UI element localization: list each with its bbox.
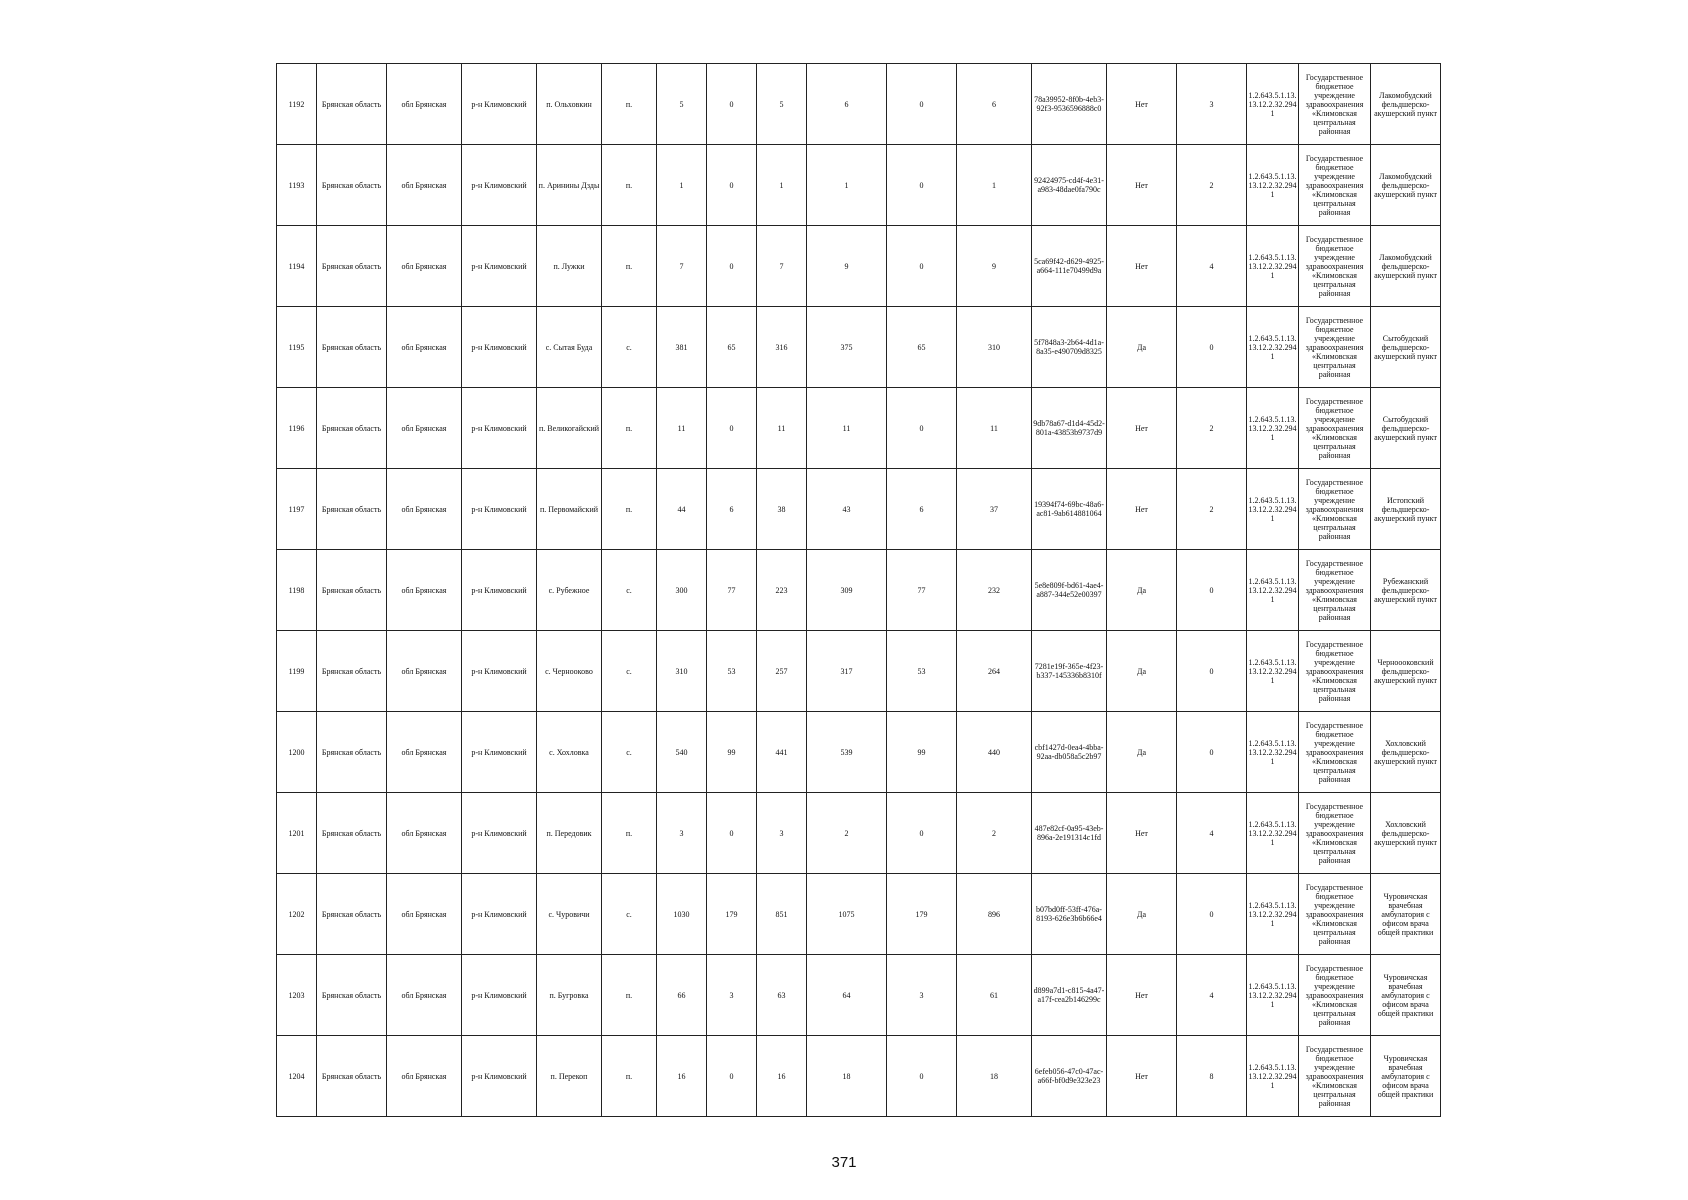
oid-cell: 1.2.643.5.1.13.13.12.2.32.2941 [1247, 874, 1299, 955]
institution-cell: Государственное бюджетное учреждение здравоохранения «Климовская центральная районная [1299, 712, 1371, 793]
value-1-cell: 66 [657, 955, 707, 1036]
medical-point-cell: Лакомобудский фельдшерско-акушерский пункт [1371, 145, 1441, 226]
locality-type-cell: с. [602, 307, 657, 388]
region-cell: Брянская область [317, 712, 387, 793]
count-cell: 2 [1177, 145, 1247, 226]
flag-cell: Нет [1107, 388, 1177, 469]
medical-point-cell: Сытобудский фельдшерско-акушерский пункт [1371, 307, 1441, 388]
value-4-cell: 1 [807, 145, 887, 226]
value-2-cell: 3 [707, 955, 757, 1036]
oid-cell: 1.2.643.5.1.13.13.12.2.32.2941 [1247, 631, 1299, 712]
value-5-cell: 0 [887, 145, 957, 226]
oid-cell: 1.2.643.5.1.13.13.12.2.32.2941 [1247, 388, 1299, 469]
value-3-cell: 11 [757, 388, 807, 469]
value-3-cell: 316 [757, 307, 807, 388]
district-cell: р-н Климовский [462, 631, 537, 712]
guid-cell: 7281e19f-365e-4f23-b337-145336b8310f [1032, 631, 1107, 712]
value-6-cell: 1 [957, 145, 1032, 226]
oid-cell: 1.2.643.5.1.13.13.12.2.32.2941 [1247, 469, 1299, 550]
region-short-cell: обл Брянская [387, 712, 462, 793]
locality-cell: п. Лужки [537, 226, 602, 307]
flag-cell: Да [1107, 874, 1177, 955]
locality-type-cell: с. [602, 712, 657, 793]
registry-table [276, 63, 1441, 1117]
value-6-cell: 2 [957, 793, 1032, 874]
institution-cell: Государственное бюджетное учреждение здравоохранения «Климовская центральная районная [1299, 307, 1371, 388]
table-row [277, 631, 1441, 712]
value-4-cell: 18 [807, 1036, 887, 1117]
value-5-cell: 0 [887, 793, 957, 874]
table-row [277, 955, 1441, 1036]
institution-cell: Государственное бюджетное учреждение здравоохранения «Климовская центральная районная [1299, 955, 1371, 1036]
value-2-cell: 99 [707, 712, 757, 793]
value-2-cell: 0 [707, 793, 757, 874]
district-cell: р-н Климовский [462, 307, 537, 388]
medical-point-cell: Чуровичская врачебная амбулатория с офисом врача общей практики [1371, 1036, 1441, 1117]
value-6-cell: 896 [957, 874, 1032, 955]
value-3-cell: 38 [757, 469, 807, 550]
value-5-cell: 3 [887, 955, 957, 1036]
medical-point-cell: Лакомобудский фельдшерско-акушерский пункт [1371, 64, 1441, 145]
value-2-cell: 0 [707, 226, 757, 307]
value-5-cell: 0 [887, 388, 957, 469]
oid-cell: 1.2.643.5.1.13.13.12.2.32.2941 [1247, 550, 1299, 631]
value-6-cell: 11 [957, 388, 1032, 469]
value-1-cell: 1 [657, 145, 707, 226]
institution-cell: Государственное бюджетное учреждение здравоохранения «Климовская центральная районная [1299, 388, 1371, 469]
flag-cell: Да [1107, 307, 1177, 388]
row-number-cell: 1198 [277, 550, 317, 631]
region-cell: Брянская область [317, 307, 387, 388]
region-short-cell: обл Брянская [387, 550, 462, 631]
locality-type-cell: с. [602, 874, 657, 955]
value-4-cell: 11 [807, 388, 887, 469]
value-2-cell: 0 [707, 1036, 757, 1117]
flag-cell: Нет [1107, 469, 1177, 550]
oid-cell: 1.2.643.5.1.13.13.12.2.32.2941 [1247, 145, 1299, 226]
guid-cell: 6efeb056-47c0-47ac-a66f-bf0d9e323e23 [1032, 1036, 1107, 1117]
region-cell: Брянская область [317, 955, 387, 1036]
flag-cell: Да [1107, 712, 1177, 793]
district-cell: р-н Климовский [462, 388, 537, 469]
count-cell: 0 [1177, 712, 1247, 793]
region-cell: Брянская область [317, 1036, 387, 1117]
value-3-cell: 257 [757, 631, 807, 712]
value-3-cell: 1 [757, 145, 807, 226]
flag-cell: Нет [1107, 1036, 1177, 1117]
row-number-cell: 1193 [277, 145, 317, 226]
value-3-cell: 223 [757, 550, 807, 631]
value-4-cell: 1075 [807, 874, 887, 955]
value-2-cell: 0 [707, 64, 757, 145]
flag-cell: Нет [1107, 64, 1177, 145]
value-2-cell: 65 [707, 307, 757, 388]
locality-cell: с. Чуровичи [537, 874, 602, 955]
region-cell: Брянская область [317, 145, 387, 226]
region-short-cell: обл Брянская [387, 955, 462, 1036]
value-3-cell: 63 [757, 955, 807, 1036]
count-cell: 0 [1177, 307, 1247, 388]
count-cell: 0 [1177, 550, 1247, 631]
oid-cell: 1.2.643.5.1.13.13.12.2.32.2941 [1247, 712, 1299, 793]
medical-point-cell: Сытобудский фельдшерско-акушерский пункт [1371, 388, 1441, 469]
value-3-cell: 3 [757, 793, 807, 874]
count-cell: 2 [1177, 469, 1247, 550]
region-short-cell: обл Брянская [387, 307, 462, 388]
locality-type-cell: п. [602, 793, 657, 874]
region-short-cell: обл Брянская [387, 874, 462, 955]
count-cell: 3 [1177, 64, 1247, 145]
locality-type-cell: п. [602, 469, 657, 550]
value-3-cell: 851 [757, 874, 807, 955]
medical-point-cell: Хохловский фельдшерско-акушерский пункт [1371, 712, 1441, 793]
value-4-cell: 375 [807, 307, 887, 388]
value-6-cell: 9 [957, 226, 1032, 307]
region-cell: Брянская область [317, 469, 387, 550]
region-cell: Брянская область [317, 226, 387, 307]
count-cell: 0 [1177, 631, 1247, 712]
district-cell: р-н Климовский [462, 955, 537, 1036]
institution-cell: Государственное бюджетное учреждение здравоохранения «Климовская центральная районная [1299, 793, 1371, 874]
value-1-cell: 44 [657, 469, 707, 550]
value-1-cell: 16 [657, 1036, 707, 1117]
medical-point-cell: Хохловский фельдшерско-акушерский пункт [1371, 793, 1441, 874]
institution-cell: Государственное бюджетное учреждение здравоохранения «Климовская центральная районная [1299, 145, 1371, 226]
value-4-cell: 43 [807, 469, 887, 550]
medical-point-cell: Черноооковский фельдшерско-акушерский пункт [1371, 631, 1441, 712]
value-3-cell: 441 [757, 712, 807, 793]
count-cell: 4 [1177, 226, 1247, 307]
row-number-cell: 1194 [277, 226, 317, 307]
region-short-cell: обл Брянская [387, 64, 462, 145]
district-cell: р-н Климовский [462, 64, 537, 145]
table-row [277, 388, 1441, 469]
district-cell: р-н Климовский [462, 145, 537, 226]
institution-cell: Государственное бюджетное учреждение здравоохранения «Климовская центральная районная [1299, 64, 1371, 145]
district-cell: р-н Климовский [462, 1036, 537, 1117]
locality-type-cell: с. [602, 550, 657, 631]
count-cell: 4 [1177, 955, 1247, 1036]
row-number-cell: 1202 [277, 874, 317, 955]
value-2-cell: 0 [707, 388, 757, 469]
guid-cell: 19394f74-69bc-48a6-ac81-9ab614881064 [1032, 469, 1107, 550]
table-row [277, 226, 1441, 307]
value-4-cell: 539 [807, 712, 887, 793]
oid-cell: 1.2.643.5.1.13.13.12.2.32.2941 [1247, 1036, 1299, 1117]
medical-point-cell: Чуровичская врачебная амбулатория с офисом врача общей практики [1371, 955, 1441, 1036]
region-short-cell: обл Брянская [387, 631, 462, 712]
institution-cell: Государственное бюджетное учреждение здравоохранения «Климовская центральная районная [1299, 631, 1371, 712]
guid-cell: 92424975-cd4f-4e31-a983-48dae0fa790c [1032, 145, 1107, 226]
flag-cell: Нет [1107, 145, 1177, 226]
count-cell: 0 [1177, 874, 1247, 955]
locality-cell: с. Чернооково [537, 631, 602, 712]
guid-cell: 5f7848a3-2b64-4d1a-8a35-e490709d8325 [1032, 307, 1107, 388]
value-6-cell: 6 [957, 64, 1032, 145]
region-short-cell: обл Брянская [387, 388, 462, 469]
value-5-cell: 53 [887, 631, 957, 712]
oid-cell: 1.2.643.5.1.13.13.12.2.32.2941 [1247, 307, 1299, 388]
region-cell: Брянская область [317, 793, 387, 874]
region-cell: Брянская область [317, 874, 387, 955]
oid-cell: 1.2.643.5.1.13.13.12.2.32.2941 [1247, 226, 1299, 307]
guid-cell: 78a39952-8f0b-4eb3-92f3-9536596888c0 [1032, 64, 1107, 145]
value-1-cell: 310 [657, 631, 707, 712]
medical-point-cell: Лакомобудский фельдшерско-акушерский пункт [1371, 226, 1441, 307]
table-row [277, 793, 1441, 874]
page-number: 371 [831, 1154, 857, 1171]
district-cell: р-н Климовский [462, 469, 537, 550]
value-5-cell: 0 [887, 1036, 957, 1117]
locality-cell: с. Хохловка [537, 712, 602, 793]
region-short-cell: обл Брянская [387, 145, 462, 226]
guid-cell: cbf1427d-0ea4-4bba-92aa-db058a5c2b97 [1032, 712, 1107, 793]
guid-cell: 9db78a67-d1d4-45d2-801a-43853b9737d9 [1032, 388, 1107, 469]
value-4-cell: 6 [807, 64, 887, 145]
guid-cell: 5ca69f42-d629-4925-a664-111e70499d9a [1032, 226, 1107, 307]
locality-cell: п. Передовик [537, 793, 602, 874]
value-1-cell: 11 [657, 388, 707, 469]
district-cell: р-н Климовский [462, 874, 537, 955]
locality-type-cell: п. [602, 955, 657, 1036]
value-6-cell: 310 [957, 307, 1032, 388]
institution-cell: Государственное бюджетное учреждение здравоохранения «Климовская центральная районная [1299, 874, 1371, 955]
locality-type-cell: п. [602, 145, 657, 226]
value-6-cell: 440 [957, 712, 1032, 793]
row-number-cell: 1200 [277, 712, 317, 793]
table-row [277, 469, 1441, 550]
table-row [277, 307, 1441, 388]
value-5-cell: 77 [887, 550, 957, 631]
value-4-cell: 9 [807, 226, 887, 307]
institution-cell: Государственное бюджетное учреждение здравоохранения «Климовская центральная районная [1299, 550, 1371, 631]
medical-point-cell: Чуровичская врачебная амбулатория с офисом врача общей практики [1371, 874, 1441, 955]
locality-type-cell: п. [602, 226, 657, 307]
value-2-cell: 6 [707, 469, 757, 550]
locality-cell: п. Первомайский [537, 469, 602, 550]
value-5-cell: 0 [887, 226, 957, 307]
table-row [277, 874, 1441, 955]
locality-type-cell: п. [602, 64, 657, 145]
row-number-cell: 1203 [277, 955, 317, 1036]
medical-point-cell: Рубежанский фельдшерско-акушерский пункт [1371, 550, 1441, 631]
locality-cell: п. Великогайский [537, 388, 602, 469]
institution-cell: Государственное бюджетное учреждение здравоохранения «Климовская центральная районная [1299, 1036, 1371, 1117]
guid-cell: 487e82cf-0a95-43eb-896a-2e191314c1fd [1032, 793, 1107, 874]
row-number-cell: 1196 [277, 388, 317, 469]
locality-cell: п. Ольховкин [537, 64, 602, 145]
value-2-cell: 53 [707, 631, 757, 712]
guid-cell: b07bd0ff-53ff-476a-8193-626e3b6b66e4 [1032, 874, 1107, 955]
table-row [277, 712, 1441, 793]
guid-cell: d899a7d1-c815-4a47-a17f-cea2b146299c [1032, 955, 1107, 1036]
value-4-cell: 317 [807, 631, 887, 712]
value-1-cell: 540 [657, 712, 707, 793]
institution-cell: Государственное бюджетное учреждение здравоохранения «Климовская центральная районная [1299, 469, 1371, 550]
region-cell: Брянская область [317, 64, 387, 145]
value-3-cell: 16 [757, 1036, 807, 1117]
locality-type-cell: с. [602, 631, 657, 712]
value-4-cell: 64 [807, 955, 887, 1036]
value-1-cell: 5 [657, 64, 707, 145]
table-row [277, 550, 1441, 631]
value-4-cell: 309 [807, 550, 887, 631]
table-row [277, 145, 1441, 226]
row-number-cell: 1204 [277, 1036, 317, 1117]
region-cell: Брянская область [317, 550, 387, 631]
locality-cell: с. Рубежное [537, 550, 602, 631]
flag-cell: Нет [1107, 955, 1177, 1036]
value-6-cell: 264 [957, 631, 1032, 712]
row-number-cell: 1201 [277, 793, 317, 874]
medical-point-cell: Истопский фельдшерско-акушерский пункт [1371, 469, 1441, 550]
value-1-cell: 1030 [657, 874, 707, 955]
locality-type-cell: п. [602, 1036, 657, 1117]
district-cell: р-н Климовский [462, 226, 537, 307]
value-3-cell: 7 [757, 226, 807, 307]
value-6-cell: 61 [957, 955, 1032, 1036]
institution-cell: Государственное бюджетное учреждение здравоохранения «Климовская центральная районная [1299, 226, 1371, 307]
value-2-cell: 179 [707, 874, 757, 955]
region-cell: Брянская область [317, 388, 387, 469]
value-6-cell: 232 [957, 550, 1032, 631]
region-cell: Брянская область [317, 631, 387, 712]
value-1-cell: 381 [657, 307, 707, 388]
row-number-cell: 1197 [277, 469, 317, 550]
value-6-cell: 18 [957, 1036, 1032, 1117]
guid-cell: 5e8e809f-bd61-4ae4-a887-344e52e00397 [1032, 550, 1107, 631]
value-1-cell: 300 [657, 550, 707, 631]
value-5-cell: 6 [887, 469, 957, 550]
row-number-cell: 1195 [277, 307, 317, 388]
flag-cell: Нет [1107, 793, 1177, 874]
table-row [277, 1036, 1441, 1117]
flag-cell: Нет [1107, 226, 1177, 307]
value-1-cell: 7 [657, 226, 707, 307]
value-5-cell: 0 [887, 64, 957, 145]
district-cell: р-н Климовский [462, 793, 537, 874]
oid-cell: 1.2.643.5.1.13.13.12.2.32.2941 [1247, 64, 1299, 145]
value-2-cell: 0 [707, 145, 757, 226]
locality-cell: п. Аринины Дзды [537, 145, 602, 226]
table-row [277, 64, 1441, 145]
row-number-cell: 1192 [277, 64, 317, 145]
value-1-cell: 3 [657, 793, 707, 874]
count-cell: 8 [1177, 1036, 1247, 1117]
locality-type-cell: п. [602, 388, 657, 469]
count-cell: 4 [1177, 793, 1247, 874]
district-cell: р-н Климовский [462, 550, 537, 631]
locality-cell: п. Бугровка [537, 955, 602, 1036]
oid-cell: 1.2.643.5.1.13.13.12.2.32.2941 [1247, 793, 1299, 874]
value-4-cell: 2 [807, 793, 887, 874]
locality-cell: п. Перекоп [537, 1036, 602, 1117]
flag-cell: Да [1107, 550, 1177, 631]
region-short-cell: обл Брянская [387, 793, 462, 874]
value-5-cell: 179 [887, 874, 957, 955]
locality-cell: с. Сытая Буда [537, 307, 602, 388]
value-5-cell: 99 [887, 712, 957, 793]
flag-cell: Да [1107, 631, 1177, 712]
value-2-cell: 77 [707, 550, 757, 631]
value-6-cell: 37 [957, 469, 1032, 550]
count-cell: 2 [1177, 388, 1247, 469]
row-number-cell: 1199 [277, 631, 317, 712]
value-5-cell: 65 [887, 307, 957, 388]
region-short-cell: обл Брянская [387, 226, 462, 307]
region-short-cell: обл Брянская [387, 1036, 462, 1117]
district-cell: р-н Климовский [462, 712, 537, 793]
region-short-cell: обл Брянская [387, 469, 462, 550]
value-3-cell: 5 [757, 64, 807, 145]
oid-cell: 1.2.643.5.1.13.13.12.2.32.2941 [1247, 955, 1299, 1036]
